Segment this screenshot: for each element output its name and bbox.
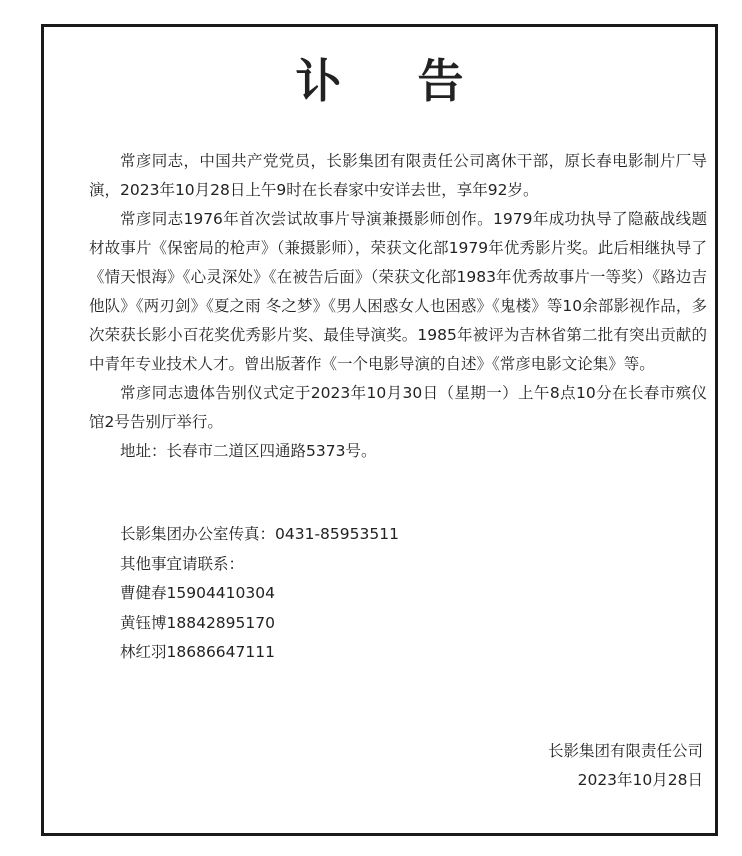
- signature-organization: 长影集团有限责任公司: [547, 742, 703, 760]
- paragraph-intro: 常彦同志，中国共产党党员，长影集团有限责任公司离休干部，原长春电影制片厂导演，2023年10月28日上午9时在长春家中安详去世，享年92岁。: [89, 152, 707, 199]
- contact-person: 黄钰博18842895170: [120, 613, 275, 632]
- paragraph-career: 常彦同志1976年首次尝试故事片导演兼摄影师创作。1979年成功执导了隐蔽战线题材故事片《保密局的枪声》（兼摄影师），荣获文化部1979年优秀影片奖。此后相继执导了《情天恨海》《心灵深处》《在被告后面》（荣获文化部1983年优秀故事片一等奖）《路边吉他队》《两刃剑》《夏之雨 冬之梦》《男人困惑女人也困惑》《鬼楼》等10余部影视作品，多次荣获长影小百花奖优秀影片奖、最佳导演奖。1985年被评为吉林省第二批有突出贡献的中青年专业技术人才。曾出版著作《一个电影导演的自述》《常彦电影文论集》等。: [89, 210, 707, 373]
- signature-block: [548, 737, 703, 795]
- notice-body: [89, 147, 707, 466]
- contact-person: 林红羽18686647111: [120, 643, 275, 661]
- contact-person: 曹健春15904410304: [120, 584, 275, 602]
- obituary-notice: [41, 24, 718, 836]
- contact-fax: 长影集团办公室传真：0431-85953511: [120, 525, 399, 543]
- paragraph-address: 地址：长春市二道区四通路5373号。: [120, 442, 377, 460]
- signature-date: 2023年10月28日: [577, 771, 703, 789]
- contact-section: [89, 520, 399, 668]
- contact-other-label: 其他事宜请联系：: [120, 554, 245, 573]
- paragraph-ceremony: 常彦同志遗体告别仪式定于2023年10月30日（星期一）上午8点10分在长春市殡仪馆2号告别厅举行。: [89, 384, 707, 431]
- notice-title: 讣 告: [295, 54, 494, 108]
